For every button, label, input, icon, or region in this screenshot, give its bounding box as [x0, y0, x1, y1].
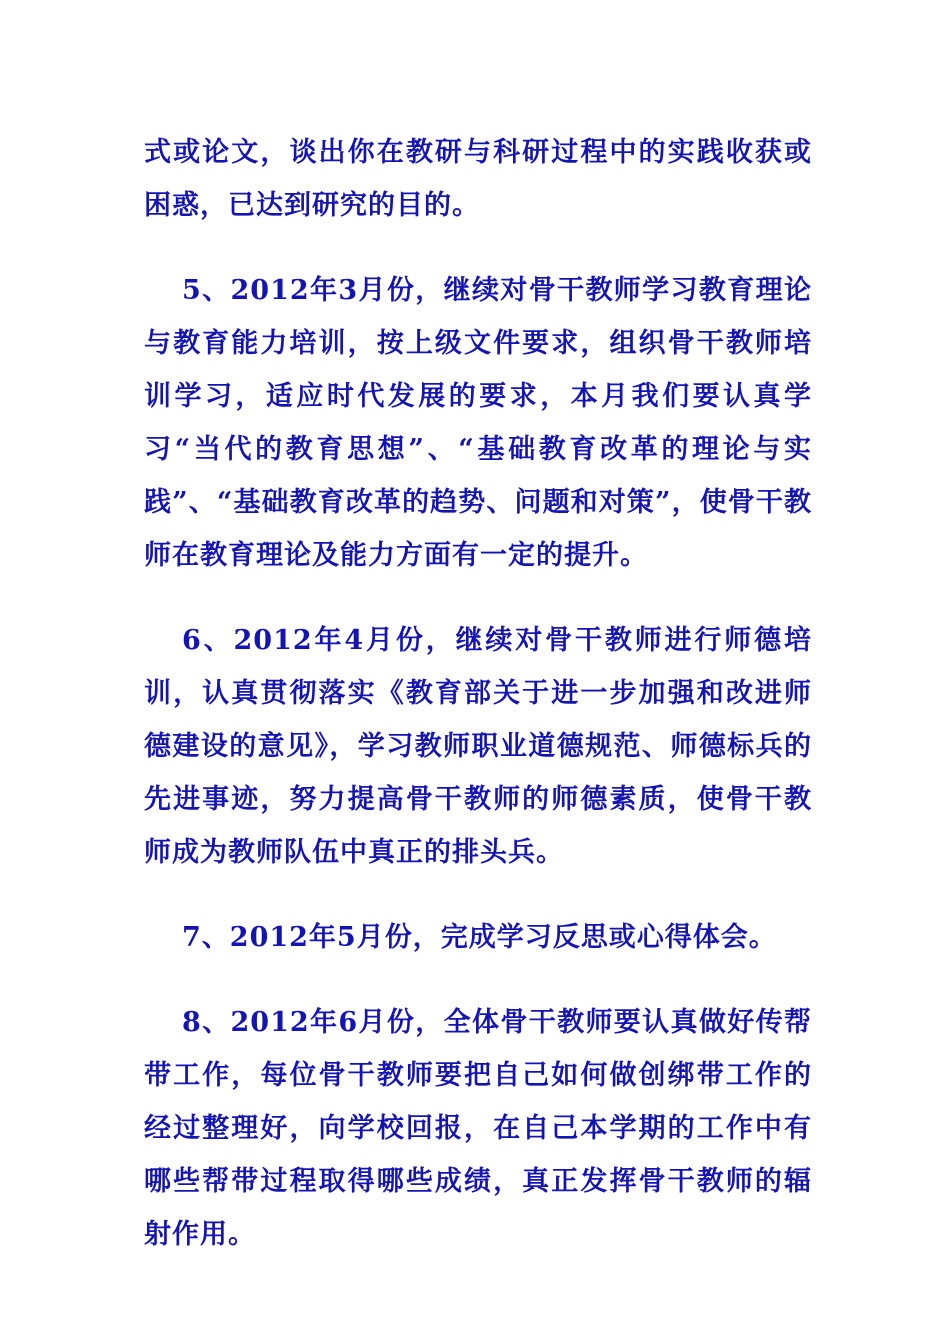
paragraph-item-6: 6、2012年4月份，继续对骨干教师进行师德培训，认真贯彻落实《教育部关于进一步加强和改进师德建设的意见》，学习教师职业道德规范、师德标兵的先进事迹，努力提高骨干教师的师德素质，使骨干教师成为教师队伍中真正的排头兵。 — [144, 625, 812, 868]
paragraph-gap — [144, 879, 812, 911]
paragraph-item-5: 5、2012年3月份，继续对骨干教师学习教育理论与教育能力培训，按上级文件要求，组织骨干教师培训学习，适应时代发展的要求，本月我们要认真学习“当代的教育思想”、“基础教育改革的理论与实践”、“基础教育改革的趋势、问题和对策”，使骨干教师在教育理论及能力方面有一定的提升。 — [144, 275, 812, 571]
paragraph-item-7: 7、2012年5月份，完成学习反思或心得体会。 — [182, 922, 777, 953]
paragraph-gap — [144, 232, 812, 264]
paragraph-gap — [144, 582, 812, 614]
document-body — [144, 126, 812, 1261]
paragraph-gap — [144, 964, 812, 996]
paragraph-continuation: 式或论文，谈出你在教研与科研过程中的实践收获或困惑，已达到研究的目的。 — [144, 137, 812, 221]
paragraph-item-8: 8、2012年6月份，全体骨干教师要认真做好传帮带工作，每位骨干教师要把自己如何做创绑带工作的经过整理好，向学校回报，在自己本学期的工作中有哪些帮带过程取得哪些成绩，真正发挥骨干教师的辐射作用。 — [144, 1007, 812, 1250]
